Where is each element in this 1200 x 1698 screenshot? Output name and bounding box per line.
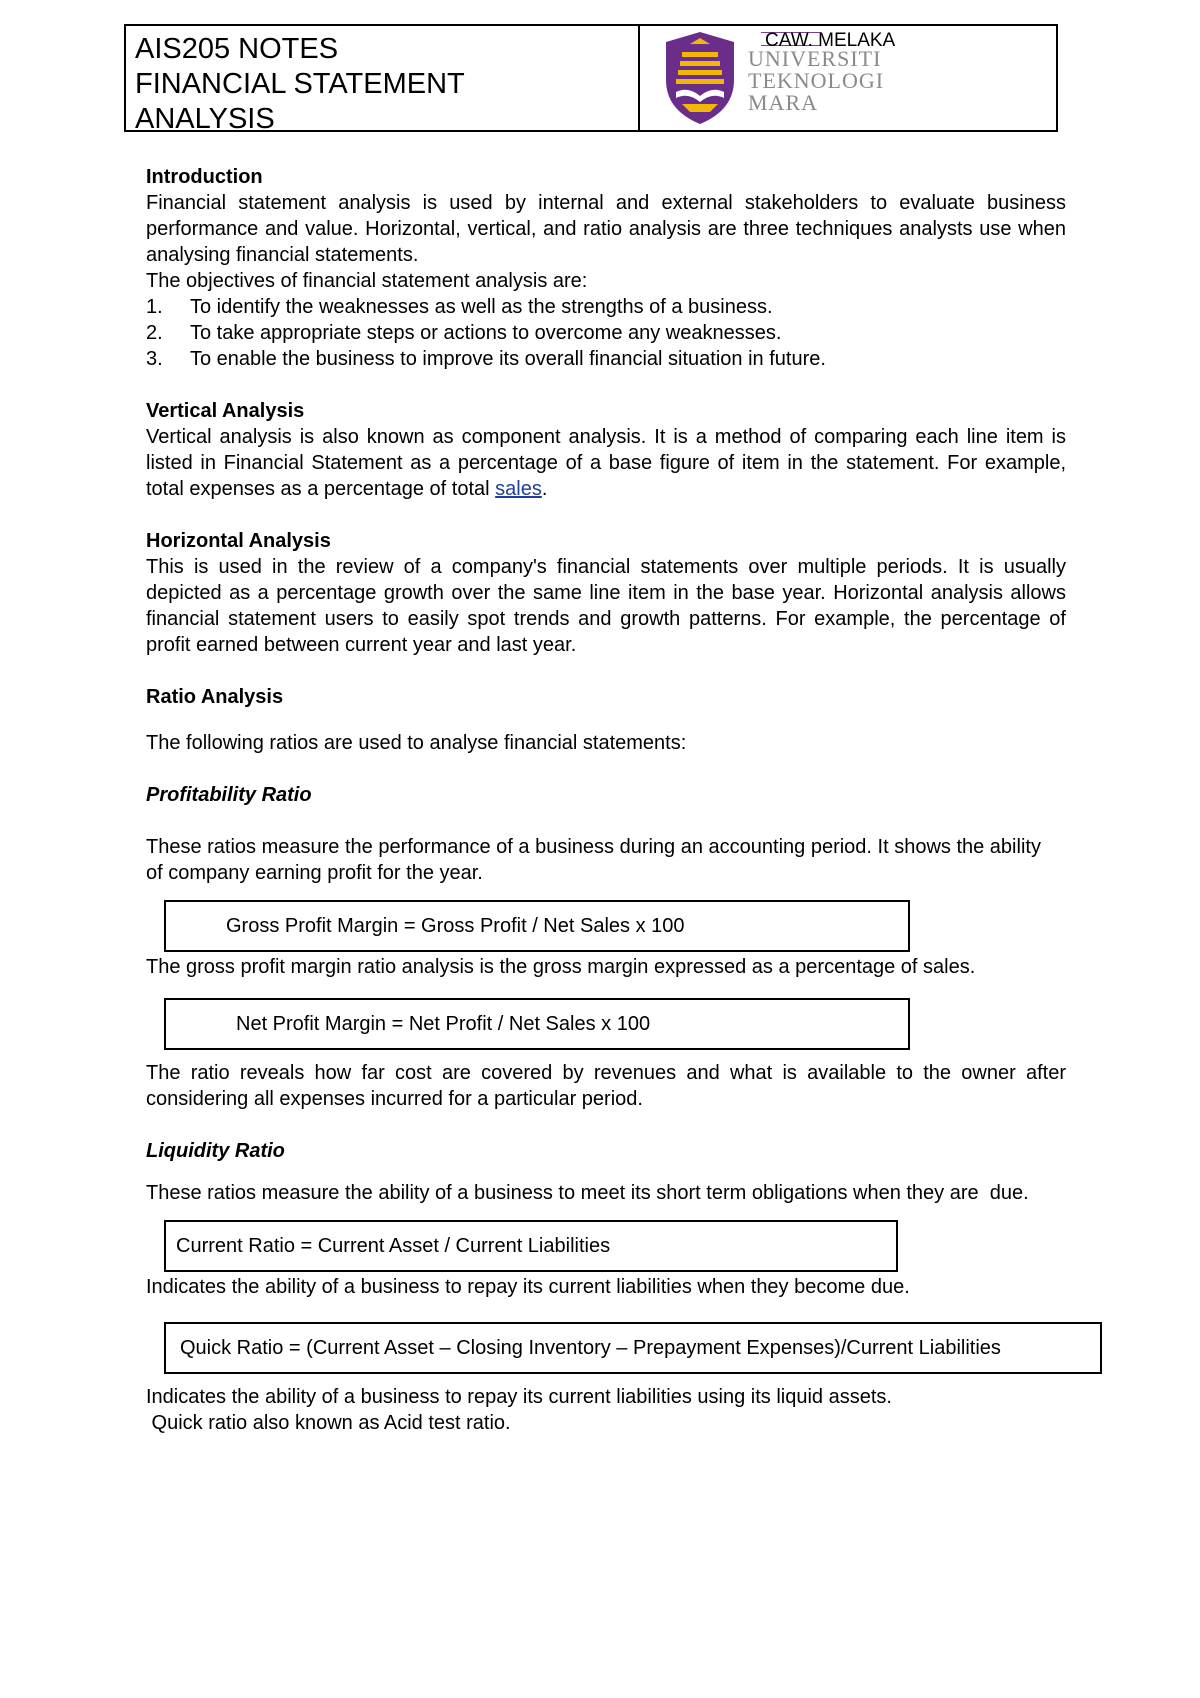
objective-item [146,320,1066,346]
university-line-1: UNIVERSITI [748,46,882,71]
vertical-text: Vertical analysis is also known as component analysis. It is a method of comparing each line item is listed in Financial Statement as a percentage of a base figure of item in the statement. For example, total expenses as a percentage of total [146,426,1066,500]
uitm-crest-icon [660,30,740,126]
acid-test-note: Quick ratio also known as Acid test ratio. [146,1412,511,1434]
objective-item [146,346,1066,372]
vertical-text-end: . [541,478,548,500]
current-ratio-formula [164,1220,898,1272]
quick-ratio-formula [164,1322,1102,1374]
header-logo-area [640,26,1056,130]
gross-profit-margin-formula [164,900,910,952]
horizontal-heading: Horizontal Analysis [146,530,331,552]
objective-number: 1. [146,296,163,318]
liquidity-heading: Liquidity Ratio [146,1140,285,1162]
intro-heading: Introduction [146,166,263,188]
quick-ratio-description: Indicates the ability of a business to repay its current liabilities using its liquid assets. [146,1386,892,1408]
document-body [146,164,1066,1436]
net-profit-margin-formula-text: Net Profit Margin = Net Profit / Net Sales x 100 [236,1013,651,1035]
branch-label: CAW. MELAKA [765,30,896,51]
objective-number: 2. [146,322,163,344]
quick-ratio-formula-text: Quick Ratio = (Current Asset – Closing Inventory – Prepayment Expenses)/Current Liabilities [180,1337,1001,1359]
current-ratio-description: Indicates the ability of a business to repay its current liabilities when they become due. [146,1276,910,1298]
objective-item [146,294,1066,320]
header-title-line-1: AIS205 NOTES [135,33,339,65]
ratio-intro: The following ratios are used to analyse financial statements: [146,732,687,754]
net-profit-margin-description: The ratio reveals how far cost are covered by revenues and what is available to the owner after considering all expenses incurred for a particular period. [146,1062,1066,1110]
net-profit-margin-formula [164,998,910,1050]
university-name [748,48,884,114]
liquidity-intro: These ratios measure the ability of a business to meet its short term obligations when they are due. [146,1182,1029,1204]
vertical-paragraph [146,424,1066,502]
horizontal-paragraph: This is used in the review of a company's financial statements over multiple periods. It is usually depicted as a percentage growth over the same line item in the base year. Horizontal analysis allows financial statement users to easily spot trends and growth patterns. For example, the percentage of profit earned between current year and last year. [146,556,1066,656]
current-ratio-formula-text: Current Ratio = Current Asset / Current Liabilities [176,1235,611,1257]
header-title-line-2: FINANCIAL STATEMENT [135,68,465,100]
gross-profit-margin-formula-text: Gross Profit Margin = Gross Profit / Net Sales x 100 [226,915,685,937]
objectives-lead: The objectives of financial statement analysis are: [146,270,588,292]
header-title-line-3: ANALYSIS [135,103,275,135]
gross-profit-margin-description: The gross profit margin ratio analysis is the gross margin expressed as a percentage of sales. [146,956,976,978]
university-line-3: MARA [748,90,819,115]
objective-text: To identify the weaknesses as well as the strengths of a business. [190,296,773,318]
university-line-2: TEKNOLOGI [748,68,885,93]
ratio-heading: Ratio Analysis [146,686,284,708]
profitability-heading: Profitability Ratio [146,784,312,806]
header-box [124,24,1058,135]
sales-link[interactable]: sales [495,478,542,500]
objective-text: To enable the business to improve its overall financial situation in future. [190,348,826,370]
vertical-heading: Vertical Analysis [146,400,305,422]
profitability-intro: These ratios measure the performance of a business during an accounting period. It shows the ability of company earning profit for the year. [146,836,1041,884]
header-title [126,26,640,135]
objective-number: 3. [146,348,163,370]
intro-paragraph: Financial statement analysis is used by internal and external stakeholders to evaluate business performance and value. Horizontal, vertical, and ratio analysis are three techniques analysts use when analysing financial statements. [146,192,1066,266]
objective-text: To take appropriate steps or actions to overcome any weaknesses. [190,322,782,344]
